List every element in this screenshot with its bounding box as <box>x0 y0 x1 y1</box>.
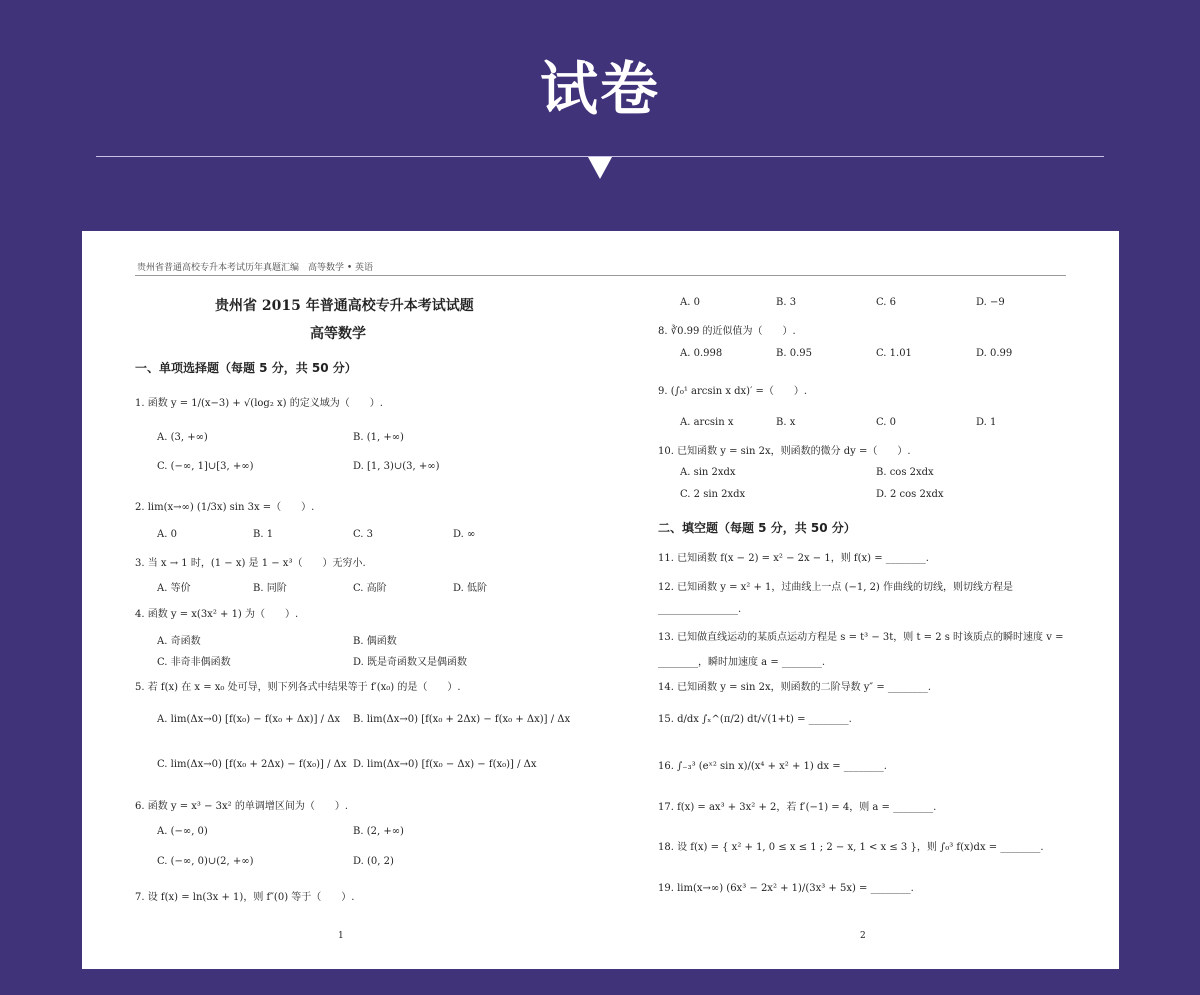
q6-option-c: C. (−∞, 0)∪(2, +∞) <box>157 856 254 867</box>
q7-option-b: B. 3 <box>776 297 797 308</box>
q4-option-d: D. 既是奇函数又是偶函数 <box>353 657 468 668</box>
question-13-blank: ________，瞬时加速度 a = ________. <box>658 657 826 668</box>
q6-option-d: D. (0, 2) <box>353 856 394 867</box>
question-16: 16. ∫₋₃³ (eˣ² sin x)/(x⁴ + x² + 1) dx = ________. <box>658 761 887 772</box>
q3-option-b: B. 同阶 <box>253 583 287 594</box>
header-rule <box>135 275 1066 276</box>
q8-option-c: C. 1.01 <box>876 348 912 359</box>
question-12-blank: ________________. <box>658 604 742 615</box>
section-heading-choice: 一、单项选择题（每题 5 分，共 50 分） <box>135 361 357 375</box>
q8-option-d: D. 0.99 <box>976 348 1013 359</box>
q9-option-a: A. arcsin x <box>680 417 734 428</box>
q4-option-b: B. 偶函数 <box>353 636 397 647</box>
q7-option-c: C. 6 <box>876 297 897 308</box>
q6-option-a: A. (−∞, 0) <box>157 826 208 837</box>
q1-option-d: D. [1, 3)∪(3, +∞) <box>353 461 440 472</box>
q10-option-b: B. cos 2xdx <box>876 467 934 478</box>
question-6: 6. 函数 y = x³ − 3x² 的单调增区间为（ ）. <box>135 801 349 812</box>
question-4: 4. 函数 y = x(3x² + 1) 为（ ）. <box>135 609 299 620</box>
question-18: 18. 设 f(x) = { x² + 1, 0 ≤ x ≤ 1 ; 2 − x, 1 < x ≤ 3 }，则 ∫₀³ f(x)dx = ________. <box>658 842 1044 853</box>
question-15: 15. d/dx ∫ₓ^(π/2) dt/√(1+t) = ________. <box>658 714 852 725</box>
down-arrow-icon <box>588 157 612 179</box>
paper-title: 贵州省 2015 年普通高校专升本考试试题 <box>215 298 474 314</box>
question-19: 19. lim(x→∞) (6x³ − 2x² + 1)/(3x³ + 5x) = ________. <box>658 883 914 894</box>
q9-option-b: B. x <box>776 417 796 428</box>
q2-option-c: C. 3 <box>353 529 374 540</box>
exam-paper-image <box>82 231 1119 969</box>
q1-option-a: A. (3, +∞) <box>157 432 208 443</box>
q7-option-d: D. −9 <box>976 297 1005 308</box>
page-number-right: 2 <box>860 931 866 941</box>
question-7: 7. 设 f(x) = ln(3x + 1)，则 f″(0) 等于（ ）. <box>135 892 355 903</box>
q10-option-d: D. 2 cos 2xdx <box>876 489 944 500</box>
question-5: 5. 若 f(x) 在 x = x₀ 处可导，则下列各式中结果等于 f′(x₀) 的是（ ）. <box>135 682 461 693</box>
question-17: 17. f(x) = ax³ + 3x² + 2，若 f′(−1) = 4，则 a = ________. <box>658 802 937 813</box>
q10-option-a: A. sin 2xdx <box>680 467 736 478</box>
page-number-left: 1 <box>338 931 344 941</box>
question-14: 14. 已知函数 y = sin 2x，则函数的二阶导数 y″ = ________. <box>658 682 932 693</box>
q2-option-a: A. 0 <box>157 529 177 540</box>
q9-option-d: D. 1 <box>976 417 997 428</box>
question-13: 13. 已知做直线运动的某质点运动方程是 s = t³ − 3t，则 t = 2 s 时该质点的瞬时速度 v = <box>658 632 1064 643</box>
q5-option-c: C. lim(Δx→0) [f(x₀ + 2Δx) − f(x₀)] / Δx <box>157 759 347 770</box>
paper-header: 贵州省普通高校专升本考试历年真题汇编 高等数学 • 英语 <box>137 263 374 273</box>
q9-option-c: C. 0 <box>876 417 897 428</box>
question-11: 11. 已知函数 f(x − 2) = x² − 2x − 1，则 f(x) = ________. <box>658 553 929 564</box>
q5-option-b: B. lim(Δx→0) [f(x₀ + 2Δx) − f(x₀ + Δx)] / Δx <box>353 714 571 725</box>
q3-option-d: D. 低阶 <box>453 583 488 594</box>
question-3: 3. 当 x → 1 时，(1 − x) 是 1 − x³（ ）无穷小. <box>135 558 366 569</box>
q3-option-c: C. 高阶 <box>353 583 387 594</box>
question-2: 2. lim(x→∞) (1/3x) sin 3x =（ ）. <box>135 502 315 513</box>
q1-option-b: B. (1, +∞) <box>353 432 404 443</box>
q10-option-c: C. 2 sin 2xdx <box>680 489 746 500</box>
q6-option-b: B. (2, +∞) <box>353 826 404 837</box>
paper-subject: 高等数学 <box>310 326 366 342</box>
q8-option-a: A. 0.998 <box>680 348 723 359</box>
q5-option-a: A. lim(Δx→0) [f(x₀) − f(x₀ + Δx)] / Δx <box>157 714 341 725</box>
q8-option-b: B. 0.95 <box>776 348 812 359</box>
q4-option-c: C. 非奇非偶函数 <box>157 657 231 668</box>
section-heading-fill: 二、填空题（每题 5 分，共 50 分） <box>658 521 856 535</box>
banner-title: 试卷 <box>539 55 660 123</box>
question-9: 9. (∫₀¹ arcsin x dx)′ =（ ）. <box>658 386 808 397</box>
question-12: 12. 已知函数 y = x² + 1，过曲线上一点 (−1, 2) 作曲线的切线，则切线方程是 <box>658 582 1014 593</box>
question-1: 1. 函数 y = 1/(x−3) + √(log₂ x) 的定义域为（ ）. <box>135 398 383 409</box>
q4-option-a: A. 奇函数 <box>157 636 201 647</box>
q5-option-d: D. lim(Δx→0) [f(x₀ − Δx) − f(x₀)] / Δx <box>353 759 537 770</box>
q1-option-c: C. (−∞, 1]∪[3, +∞) <box>157 461 254 472</box>
q3-option-a: A. 等价 <box>157 583 191 594</box>
q2-option-b: B. 1 <box>253 529 274 540</box>
q7-option-a: A. 0 <box>680 297 700 308</box>
question-8: 8. ∛0.99 的近似值为（ ）. <box>658 326 796 337</box>
q2-option-d: D. ∞ <box>453 529 476 540</box>
question-10: 10. 已知函数 y = sin 2x，则函数的微分 dy =（ ）. <box>658 446 911 457</box>
